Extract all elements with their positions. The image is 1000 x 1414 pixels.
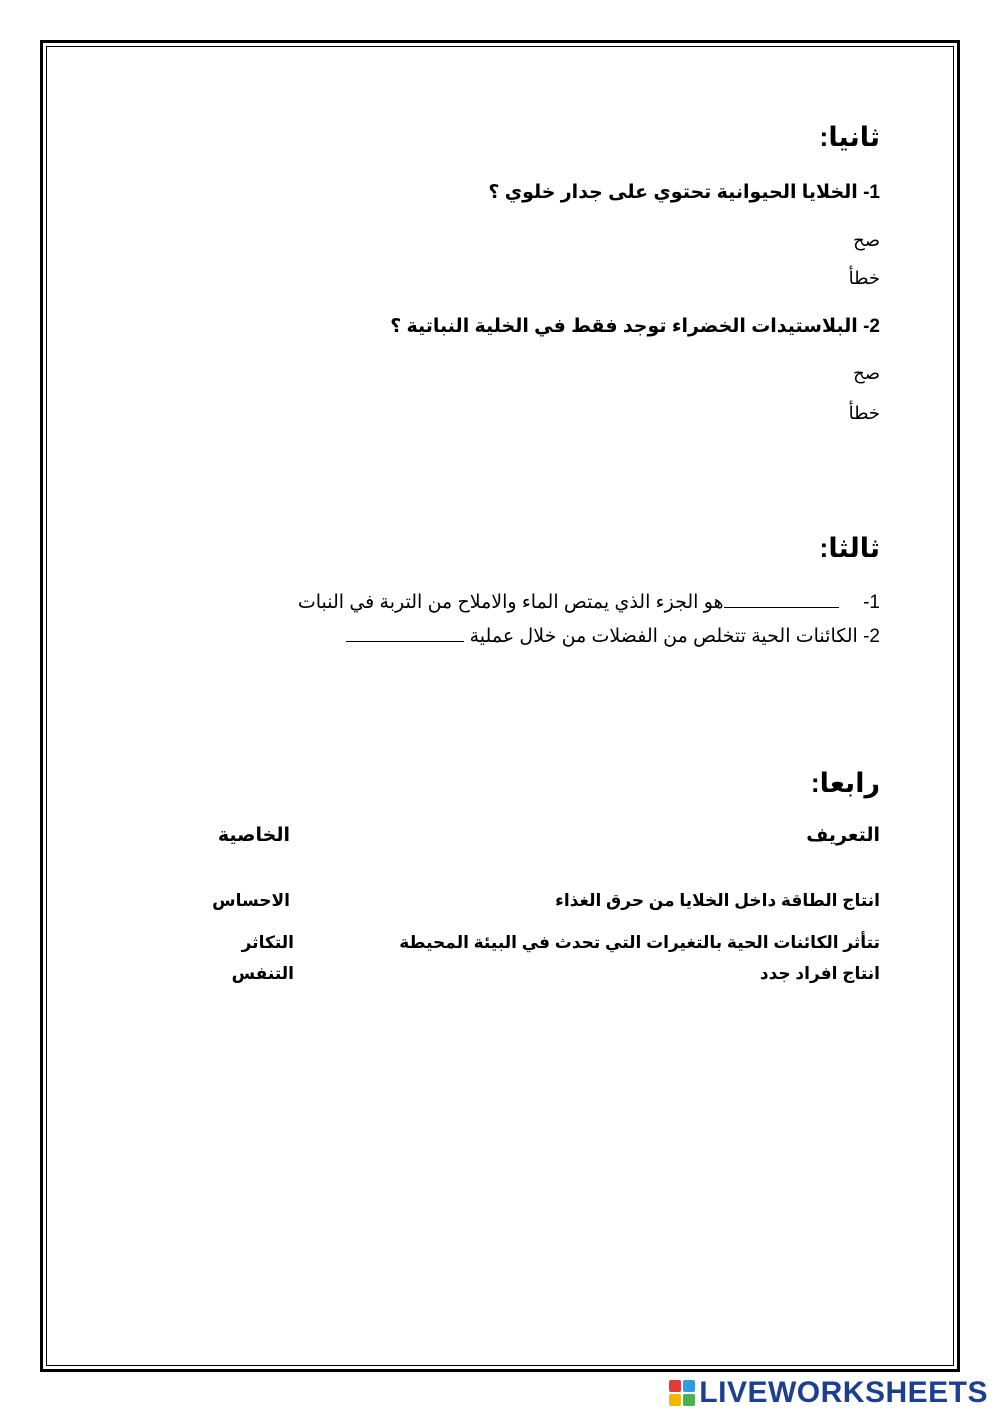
definition-item[interactable]: انتاج الطاقة داخل الخلايا من حرق الغذاء [555, 891, 880, 910]
section4-heading: رابعا: [810, 768, 880, 798]
section2-heading: ثانيا: [819, 122, 880, 152]
property-item[interactable]: الاحساس [212, 891, 290, 910]
liveworksheets-logo [669, 1376, 988, 1410]
section3-heading: ثالثا: [819, 533, 880, 563]
fill-item-2 [346, 625, 880, 648]
q2-option-true[interactable]: صح [853, 363, 880, 383]
logo-blocks-icon [669, 1380, 695, 1406]
page-border-inner [46, 46, 954, 1366]
column-header-property: الخاصية [217, 825, 290, 846]
question-1: 1- الخلايا الحيوانية تحتوي على جدار خلوي ؟ [488, 182, 880, 203]
definition-item[interactable]: تتأثر الكائنات الحية بالتغيرات التي تحدث في البيئة المحيطة [399, 933, 880, 952]
question-2: 2- البلاستيدات الخضراء توجد فقط في الخلية النباتية ؟ [390, 316, 880, 337]
fill-item-1-number: 1- [863, 592, 880, 613]
fill-item-1 [298, 591, 880, 614]
q2-option-false[interactable]: خطأ [848, 403, 880, 423]
q1-option-true[interactable]: صح [853, 230, 880, 250]
column-header-definition: التعريف [806, 825, 880, 846]
property-item[interactable]: التكاثر [241, 933, 294, 952]
q1-option-false[interactable]: خطأ [848, 268, 880, 288]
blank-input-1[interactable] [724, 606, 839, 608]
logo-text: LIVEWORKSHEETS [699, 1376, 988, 1409]
definition-item[interactable]: انتاج افراد جدد [759, 964, 880, 983]
property-item[interactable]: التنفس [231, 964, 294, 983]
blank-input-2[interactable] [346, 640, 464, 642]
fill-item-1-text: هو الجزء الذي يمتص الماء والاملاح من التربة في النبات [297, 592, 724, 613]
fill-item-2-text: 2- الكائنات الحية تتخلص من الفضلات من خلال عملية [469, 626, 880, 647]
